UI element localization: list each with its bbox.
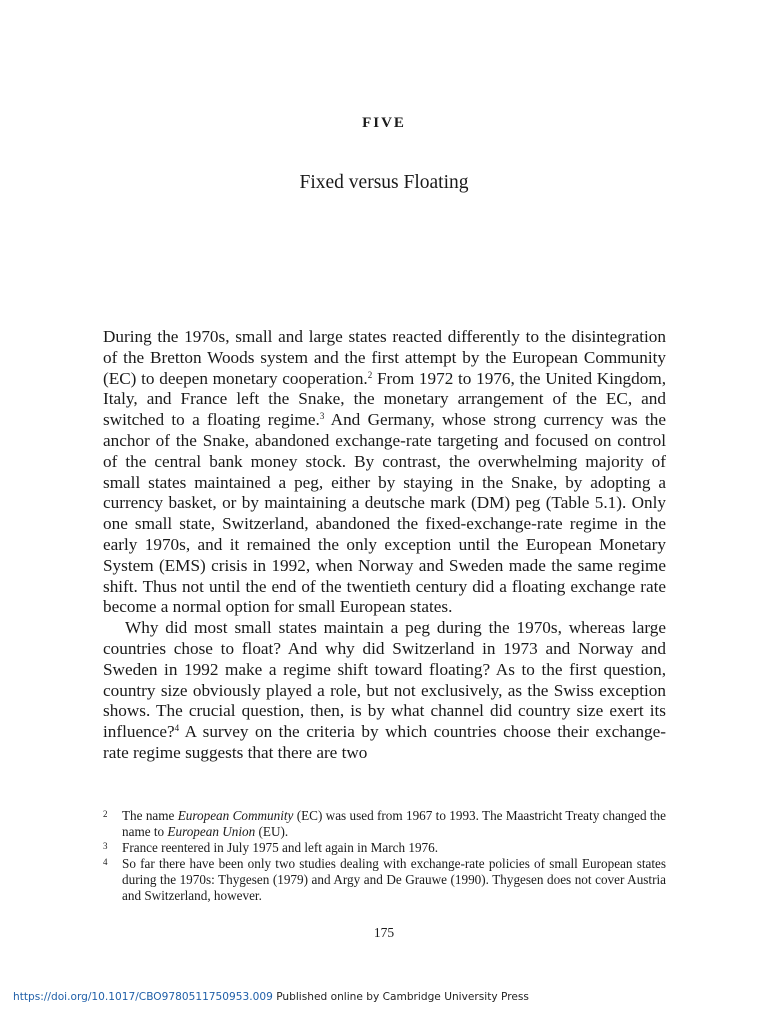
paragraph-text-segment: And Germany, whose strong currency was the anchor of the Snake, abandoned exchange-rate targeting and focused on control of the central bank money stock. By contrast, the overwhelming majority of small states maintained a peg, either by staying in the Snake, by adopting a currency basket, or by maintaining a deutsche mark (DM) peg (Table 5.1). Only one small state, Switzerland, abandoned the fixed-exchange-rate regime in the early 1970s, and it remained the only exception until the European Monetary System (EMS) crisis in 1992, when Norway and Sweden made the same regime shift. Thus not until the end of the twentieth century did a floating exchange rate become a normal option for small European states. [103, 410, 666, 617]
footnote-text-segment: (EU). [255, 823, 289, 839]
footnote-4 [103, 856, 666, 904]
doi-link[interactable]: https://doi.org/10.1017/CBO9780511750953.009 [13, 991, 273, 1003]
footnote-text [122, 840, 438, 855]
footnote-text-segment: (EC) was used from 1967 to 1993. The Maastricht Treaty changed the name to [122, 808, 666, 839]
footnote-text [122, 856, 666, 903]
chapter-label: FIVE [362, 115, 406, 131]
footnote-text-italic: European Community [177, 808, 294, 823]
paragraph-text-segment: From 1972 to 1976, the United Kingdom, Italy, and France left the Snake, the monetary arrangement of the EC, and switched to a floating regime. [103, 368, 667, 430]
footnote-3 [103, 840, 666, 856]
doi-line [13, 990, 529, 1004]
footnote-ref: 3 [319, 411, 325, 422]
paragraph-text-segment: A survey on the criteria by which countries choose their exchange-rate regime suggests that there are two [103, 722, 666, 762]
footnote-ref: 2 [367, 369, 373, 380]
footnote-ref: 4 [174, 723, 180, 734]
paragraph-2 [103, 618, 666, 764]
paragraph-1 [103, 327, 666, 618]
publisher-note: Published online by Cambridge University Press [272, 991, 529, 1003]
paragraph-text-segment: During the 1970s, small and large states reacted differently to the disintegration of the Bretton Woods system and the first attempt by the European Community (EC) to deepen monetary cooperation. [103, 327, 666, 388]
footnote-text-segment: So far there have been only two studies dealing with exchange-rate policies of small European states during the 1970s: Thygesen (1979) and Argy and De Grauwe (1990). Thygesen does not cover Austria and Switzerland, however. [122, 855, 666, 903]
footnote-number: 3 [103, 840, 108, 851]
footnote-number: 4 [103, 856, 108, 867]
footnote-number: 2 [103, 809, 108, 819]
paragraph-text-segment: Why did most small states maintain a peg during the 1970s, whereas large countries chose to float? And why did Switzerland in 1973 and Norway and Sweden in 1992 make a regime shift toward floating? As to the first question, country size obviously played a role, but not exclusively, as the Swiss exception shows. The crucial question, then, is by what channel did country size exert its influence? [103, 618, 666, 742]
footnote-text [122, 808, 666, 839]
chapter-title: Fixed versus Floating [299, 172, 469, 193]
footnote-text-italic: European Union [167, 823, 256, 839]
footnote-2 [103, 808, 666, 840]
body-text [103, 327, 666, 764]
footnote-text-segment: France reentered in July 1975 and left again in March 1976. [122, 839, 439, 855]
footnote-text-segment: The name [122, 808, 178, 823]
footnotes [103, 808, 666, 903]
page-number: 175 [373, 925, 395, 940]
